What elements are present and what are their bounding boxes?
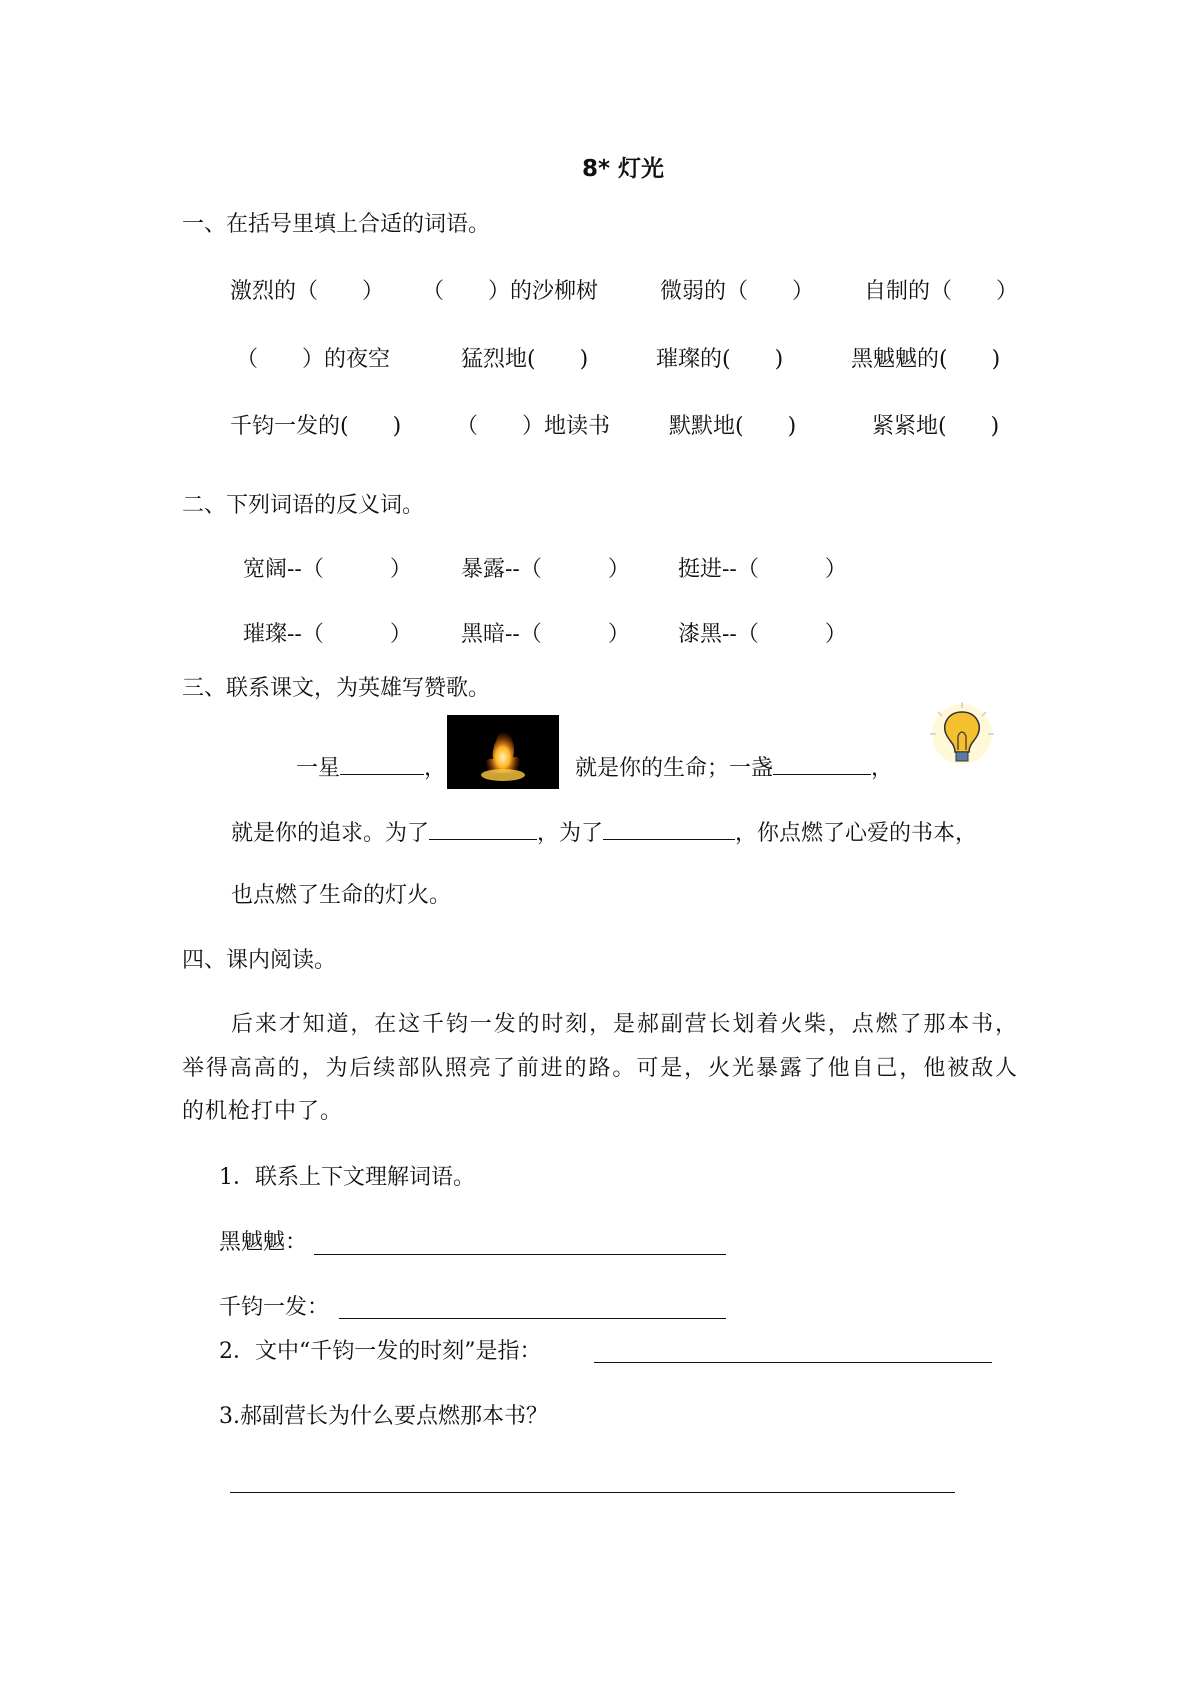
- fill-item: 璀璨的( ): [656, 347, 784, 372]
- fill-item: 默默地( ): [669, 414, 797, 439]
- question-1: 1．联系上下文理解词语。: [219, 1165, 475, 1190]
- fill-item: 自制的（ ）: [864, 279, 1019, 304]
- poem-line-3: 也点燃了生命的灯火。: [231, 883, 452, 908]
- section1-heading: 一、在括号里填上合适的词语。: [182, 212, 491, 237]
- fill-item: 千钧一发的( ): [230, 414, 402, 439]
- text: ，你点燃了心爱的书本，: [735, 821, 978, 846]
- passage-line: 后来才知道，在这千钧一发的时刻，是郝副营长划着火柴，点燃了那本书，: [231, 1012, 1018, 1037]
- light-bulb-image: [922, 700, 1002, 780]
- text: ，: [871, 756, 894, 781]
- question-3: 3.郝副营长为什么要点燃那本书？: [219, 1404, 548, 1429]
- section4-heading: 四、课内阅读。: [182, 948, 337, 973]
- question-2: 2．文中“千钧一发的时刻”是指：: [219, 1339, 542, 1364]
- answer-blank[interactable]: [429, 821, 537, 840]
- fill-item: 激烈的（ ）: [230, 279, 385, 304]
- fill-item: 黑魆魆的( ): [851, 347, 1001, 372]
- fill-item: 微弱的（ ）: [660, 279, 815, 304]
- answer-blank[interactable]: [773, 756, 871, 775]
- answer-line-1b[interactable]: [339, 1318, 726, 1319]
- text: 就是你的追求。为了: [231, 821, 430, 846]
- question-1a-label: 黑魆魆：: [219, 1230, 308, 1255]
- answer-line-3[interactable]: [230, 1492, 955, 1493]
- poem-line-1b: [575, 756, 893, 780]
- section3-heading: 三、联系课文，为英雄写赞歌。: [182, 676, 491, 701]
- answer-line-2[interactable]: [594, 1362, 992, 1363]
- question-1b-label: 千钧一发：: [219, 1295, 330, 1320]
- poem-line-1a: [296, 756, 446, 780]
- text: ，为了: [537, 821, 604, 846]
- poem-line-2: [231, 821, 977, 845]
- antonym-item: 漆黑--（ ）: [678, 622, 847, 647]
- antonym-item: 挺进--（ ）: [678, 557, 847, 582]
- passage-line: 的机枪打中了。: [182, 1099, 344, 1124]
- fill-item: 紧紧地( ): [872, 414, 1000, 439]
- text: ，: [424, 756, 447, 781]
- fill-item: （ ）的沙柳树: [422, 279, 599, 304]
- antonym-item: 宽阔--（ ）: [243, 557, 412, 582]
- antonym-item: 黑暗--（ ）: [461, 622, 630, 647]
- page-title: 8* 灯光: [581, 156, 665, 182]
- section2-heading: 二、下列词语的反义词。: [182, 493, 425, 518]
- text: 就是你的生命；一盏: [575, 756, 774, 781]
- answer-blank[interactable]: [603, 821, 735, 840]
- fire-image: [447, 715, 559, 789]
- antonym-item: 暴露--（ ）: [461, 557, 630, 582]
- answer-line-1a[interactable]: [314, 1254, 726, 1255]
- answer-blank[interactable]: [340, 756, 424, 775]
- text: 一星: [296, 756, 341, 781]
- fill-item: 猛烈地( ): [461, 347, 589, 372]
- antonym-item: 璀璨--（ ）: [243, 622, 412, 647]
- passage-line: 举得高高的，为后续部队照亮了前进的路。可是，火光暴露了他自己，他被敌人: [182, 1056, 1018, 1081]
- fill-item: （ ）地读书: [456, 414, 611, 439]
- fill-item: （ ）的夜空: [236, 347, 391, 372]
